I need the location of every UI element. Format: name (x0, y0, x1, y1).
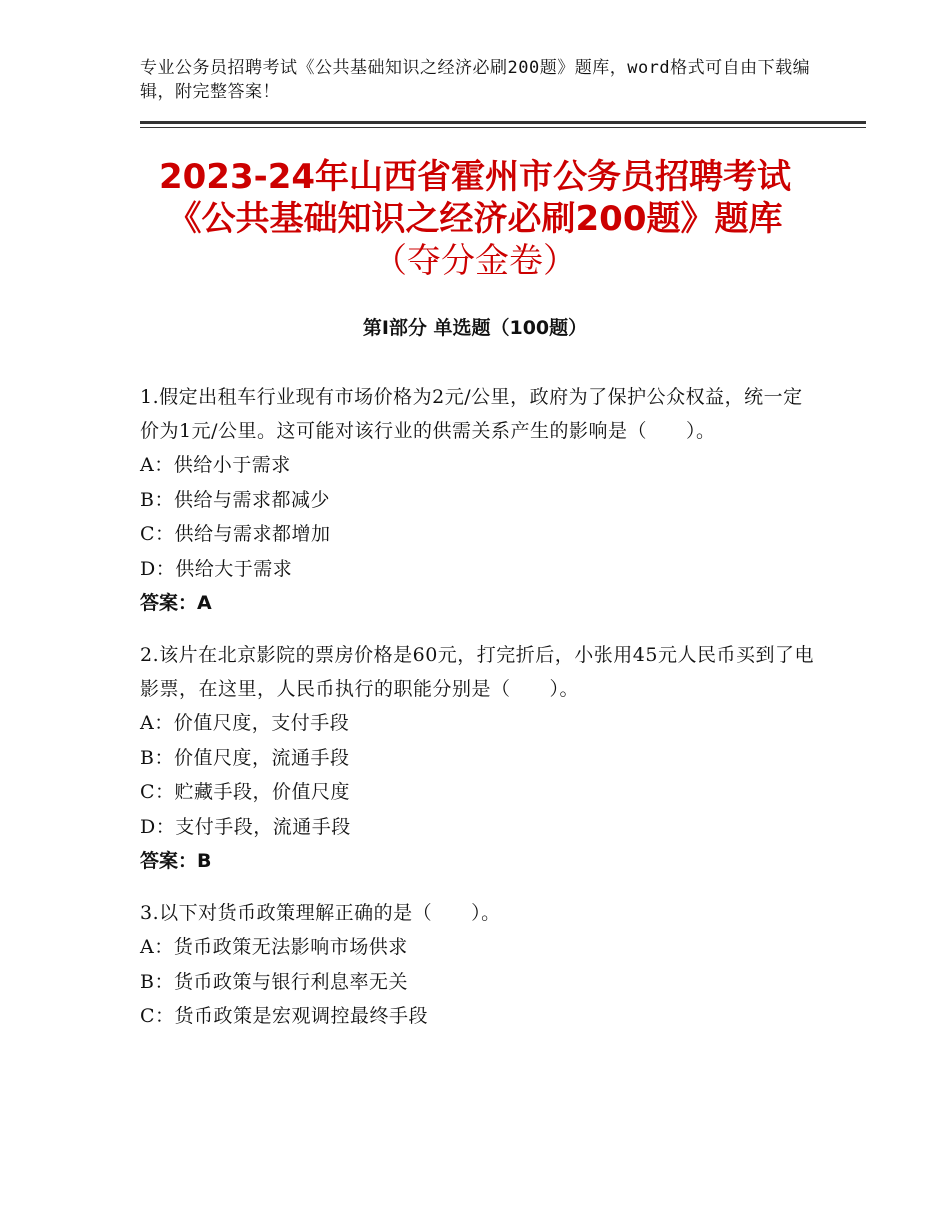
question-item (140, 380, 820, 620)
option-d: D：供给大于需求 (140, 557, 293, 580)
section-heading: 第Ⅰ部分 单选题（100题） (362, 317, 588, 339)
title-line-2: 《公共基础知识之经济必刷200题》题库 (167, 199, 783, 239)
answer: 答案：A (140, 592, 212, 614)
title-line-3: （夺分金卷） (373, 241, 577, 281)
option-b: B：货币政策与银行利息率无关 (140, 970, 408, 993)
option-a: A：价值尺度，支付手段 (140, 712, 350, 734)
answer: 答案：B (140, 850, 212, 872)
question-list (140, 380, 820, 1052)
header-note: 专业公务员招聘考试《公共基础知识之经济必刷200题》题库，word格式可自由下载编辑，附完整答案！ (140, 58, 811, 102)
option-c: C：货币政策是宏观调控最终手段 (140, 1005, 429, 1027)
question-stem: 3.以下对货币政策理解正确的是（ ）。 (140, 902, 501, 924)
option-b: B：价值尺度，流通手段 (140, 746, 350, 769)
question-item (140, 638, 820, 878)
option-c: C：贮藏手段，价值尺度 (140, 781, 351, 803)
option-d: D：支付手段，流通手段 (140, 815, 351, 838)
title-line-1: 2023-24年山西省霍州市公务员招聘考试 (158, 157, 792, 197)
option-a: A：供给小于需求 (140, 454, 291, 476)
option-b: B：供给与需求都减少 (140, 488, 330, 511)
question-stem: 1.假定出租车行业现有市场价格为2元/公里，政府为了保护公众权益，统一定价为1元/公里。这可能对该行业的供需关系产生的影响是（ ）。 (140, 386, 803, 442)
document-title (100, 156, 850, 282)
header-rule-thin (140, 127, 866, 128)
option-c: C：供给与需求都增加 (140, 523, 331, 545)
question-item (140, 896, 820, 1034)
header-rule-thick (140, 121, 866, 124)
option-a: A：货币政策无法影响市场供求 (140, 936, 408, 958)
question-stem: 2.该片在北京影院的票房价格是60元，打完折后，小张用45元人民币买到了电影票，在这里，人民币执行的职能分别是（ ）。 (140, 644, 814, 700)
